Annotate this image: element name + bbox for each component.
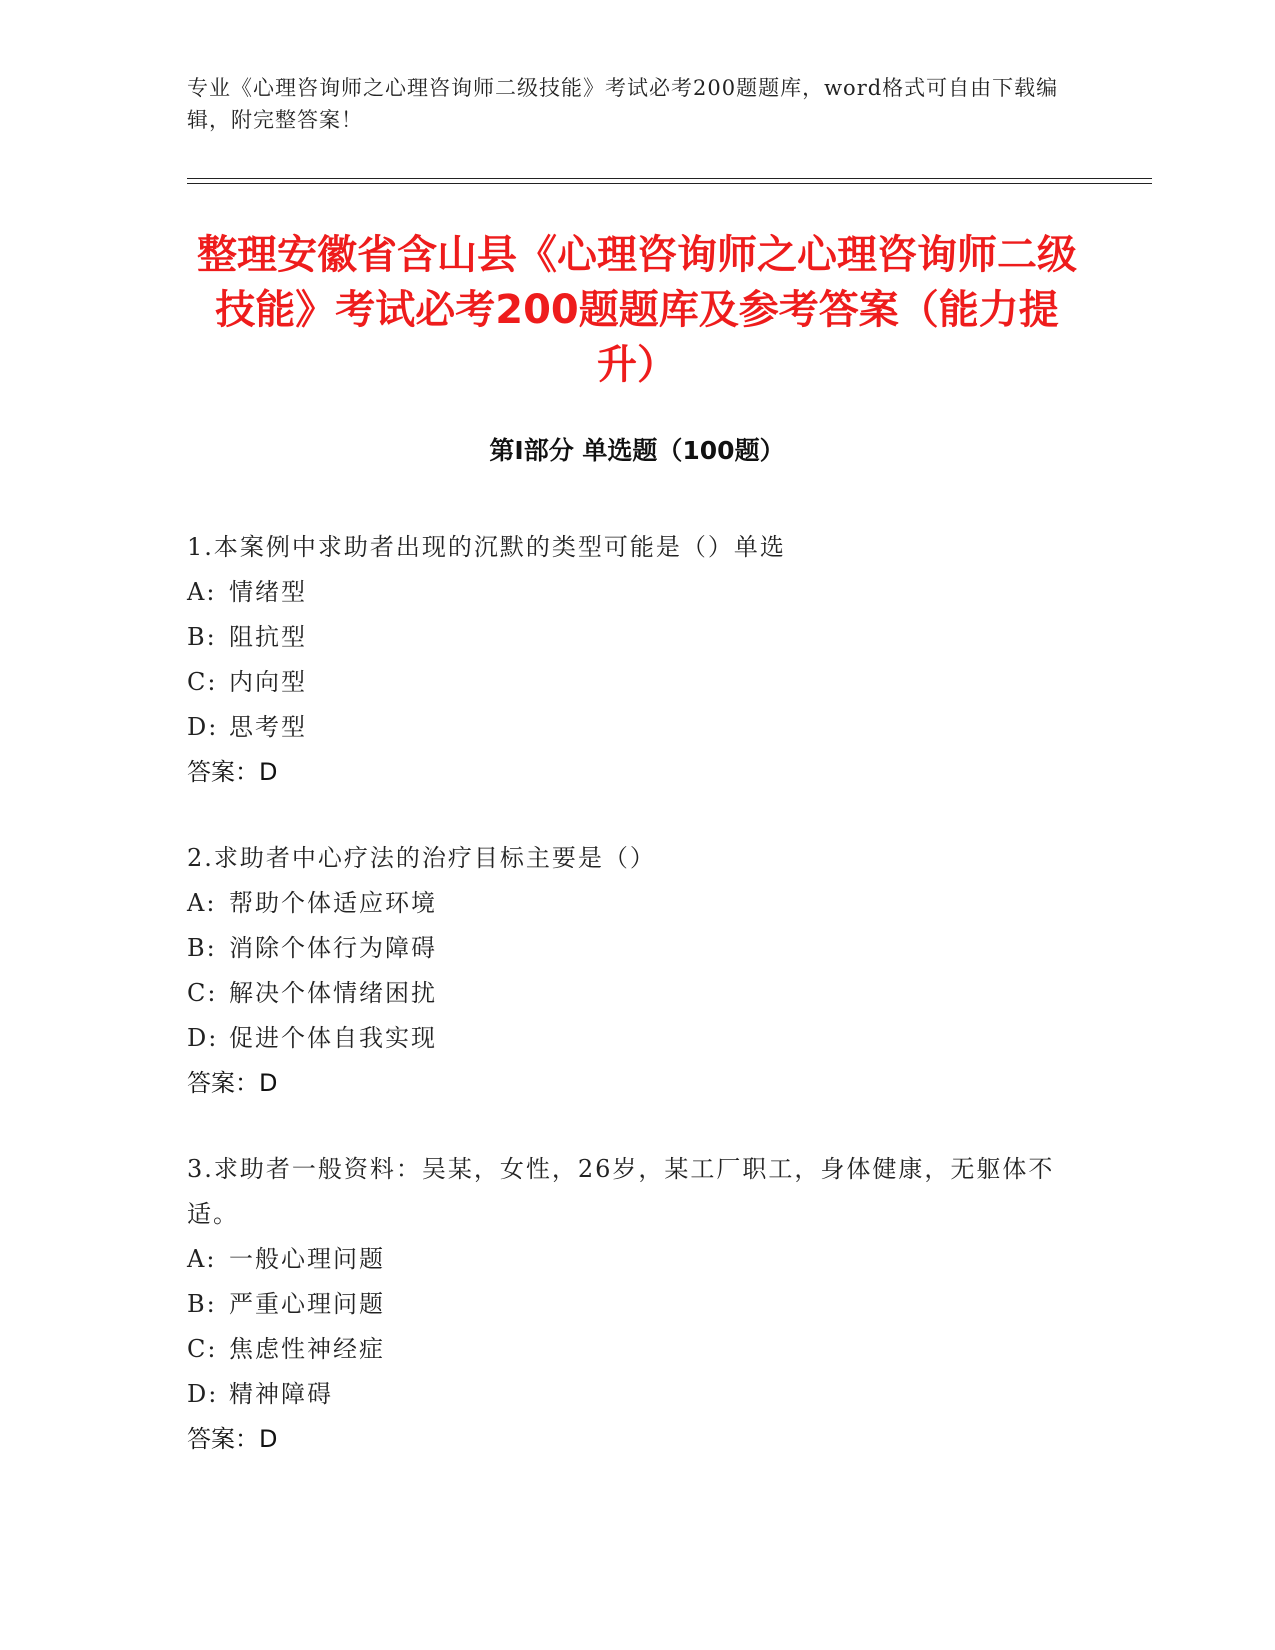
option-text: 帮助个体适应环境 <box>229 889 437 917</box>
option-d <box>187 1016 1067 1061</box>
option-b <box>187 1282 1067 1327</box>
option-text: 精神障碍 <box>229 1380 333 1408</box>
header-note: 专业《心理咨询师之心理咨询师二级技能》考试必考200题题库，word格式可自由下载编辑，附完整答案！ <box>187 76 1059 132</box>
option-text: 一般心理问题 <box>229 1245 385 1273</box>
header-rule-top <box>187 178 1152 179</box>
answer-label: 答案： <box>187 758 259 786</box>
option-text: 解决个体情绪困扰 <box>229 979 437 1007</box>
option-d <box>187 1372 1067 1417</box>
option-letter: A: <box>187 1245 217 1273</box>
option-c <box>187 971 1067 1016</box>
answer-value: D <box>259 758 278 786</box>
question-stem: 1.本案例中求助者出现的沉默的类型可能是（）单选 <box>187 533 786 561</box>
option-letter: B: <box>187 934 217 962</box>
option-d <box>187 705 1067 750</box>
answer-line <box>187 1061 1067 1106</box>
question-1 <box>187 525 1067 795</box>
answer-line <box>187 750 1067 795</box>
option-c <box>187 660 1067 705</box>
option-text: 内向型 <box>229 668 307 696</box>
answer-label: 答案： <box>187 1425 259 1453</box>
question-2 <box>187 836 1067 1106</box>
document-title: 整理安徽省含山县《心理咨询师之心理咨询师二级技能》考试必考200题题库及参考答案（能力提升） <box>197 232 1077 388</box>
option-b <box>187 926 1067 971</box>
option-text: 情绪型 <box>229 578 307 606</box>
option-text: 消除个体行为障碍 <box>229 934 437 962</box>
option-a <box>187 570 1067 615</box>
option-letter: D: <box>187 713 219 741</box>
option-text: 严重心理问题 <box>229 1290 385 1318</box>
option-text: 阻抗型 <box>229 623 307 651</box>
option-b <box>187 615 1067 660</box>
option-letter: A: <box>187 889 217 917</box>
question-list <box>187 525 1067 1503</box>
option-letter: B: <box>187 623 217 651</box>
option-letter: D: <box>187 1380 219 1408</box>
option-letter: C: <box>187 1335 218 1363</box>
option-a <box>187 1237 1067 1282</box>
option-letter: D: <box>187 1024 219 1052</box>
option-letter: B: <box>187 1290 217 1318</box>
option-text: 促进个体自我实现 <box>229 1024 437 1052</box>
answer-value: D <box>259 1425 278 1453</box>
option-text: 思考型 <box>229 713 307 741</box>
section-title: 第I部分 单选题（100题） <box>489 436 785 465</box>
option-letter: A: <box>187 578 217 606</box>
option-letter: C: <box>187 668 218 696</box>
option-c <box>187 1327 1067 1372</box>
question-3 <box>187 1147 1067 1462</box>
question-stem: 2.求助者中心疗法的治疗目标主要是（） <box>187 844 656 872</box>
header-rule-bottom <box>187 183 1152 184</box>
answer-line <box>187 1417 1067 1462</box>
option-letter: C: <box>187 979 218 1007</box>
answer-value: D <box>259 1069 278 1097</box>
option-a <box>187 881 1067 926</box>
question-stem: 3.求助者一般资料：吴某，女性，26岁，某工厂职工，身体健康，无躯体不适。 <box>187 1155 1055 1228</box>
option-text: 焦虑性神经症 <box>229 1335 385 1363</box>
answer-label: 答案： <box>187 1069 259 1097</box>
